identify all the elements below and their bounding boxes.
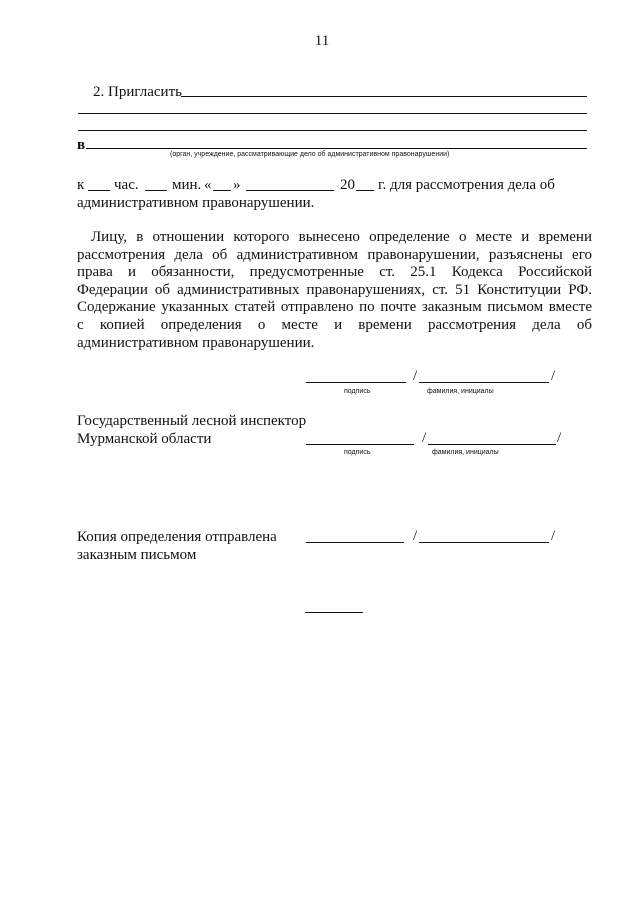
year-prefix: 20 <box>340 177 355 193</box>
day-blank <box>213 190 231 191</box>
rights-line-3: права и обязанности, предусмотренные ст. 25.1 Кодекса Российской <box>77 264 592 281</box>
copy-sent-name-line <box>419 542 549 543</box>
time-line2: административном правонарушении. <box>77 195 315 211</box>
inspector-name-caption: фамилия, инициалы <box>432 449 499 456</box>
open-quote: « <box>204 177 212 193</box>
inspector-slash-right: / <box>557 430 562 446</box>
invite-fill-line-2 <box>78 113 587 114</box>
copy-sent-line-2: заказным письмом <box>77 547 197 563</box>
time-hours: час. <box>114 177 139 193</box>
closing-divider <box>305 612 363 613</box>
rights-line-2: рассмотрения дела об административном правонарушении, разъяснены его <box>77 246 592 263</box>
rights-paragraph <box>77 229 592 352</box>
rights-line-6: с копией определения о месте и времени рассмотрения дела об <box>77 316 592 333</box>
signature1-sign-caption: подпись <box>344 388 371 395</box>
signature1-sign-line <box>306 382 406 383</box>
invite-fill-line-3 <box>78 130 587 131</box>
inspector-slash-left: / <box>422 430 427 446</box>
signature1-slash-right: / <box>551 368 556 384</box>
in-label: в <box>77 137 86 153</box>
inspector-region: Мурманской области <box>77 431 212 447</box>
month-blank <box>246 190 334 191</box>
rights-line-7: административном правонарушении. <box>77 334 315 351</box>
rights-line-1: Лицу, в отношении которого вынесено определение о месте и времени <box>91 229 592 245</box>
organ-fill-line <box>86 148 587 149</box>
close-quote: » <box>233 177 241 193</box>
copy-sent-slash-right: / <box>551 528 556 544</box>
inspector-name-line <box>428 444 556 445</box>
copy-sent-slash-left: / <box>413 528 418 544</box>
time-tail: г. для рассмотрения дела об <box>378 177 555 193</box>
year-blank <box>356 190 374 191</box>
organ-caption: (орган, учреждение, рассматривающие дело об административном правонарушении) <box>170 151 450 158</box>
signature1-slash-left: / <box>413 368 418 384</box>
time-minutes: мин. <box>172 177 202 193</box>
inspector-sign-caption: подпись <box>344 449 371 456</box>
signature1-name-caption: фамилия, инициалы <box>427 388 494 395</box>
copy-sent-sign-line <box>306 542 404 543</box>
inspector-sign-line <box>306 444 414 445</box>
rights-line-4: Федерации об административных правонарушениях, ст. 51 Конституции РФ. <box>77 281 592 298</box>
invite-label: 2. Пригласить <box>93 84 182 100</box>
inspector-title: Государственный лесной инспектор <box>77 413 307 429</box>
page-number: 11 <box>314 33 330 49</box>
signature1-name-line <box>419 382 549 383</box>
invite-fill-line <box>181 96 587 97</box>
time-k: к <box>77 177 85 193</box>
hours-blank <box>88 190 110 191</box>
rights-line-5: Содержание указанных статей отправлено по почте заказным письмом вместе <box>77 299 592 316</box>
copy-sent-line-1: Копия определения отправлена <box>77 529 277 545</box>
minutes-blank <box>145 190 167 191</box>
